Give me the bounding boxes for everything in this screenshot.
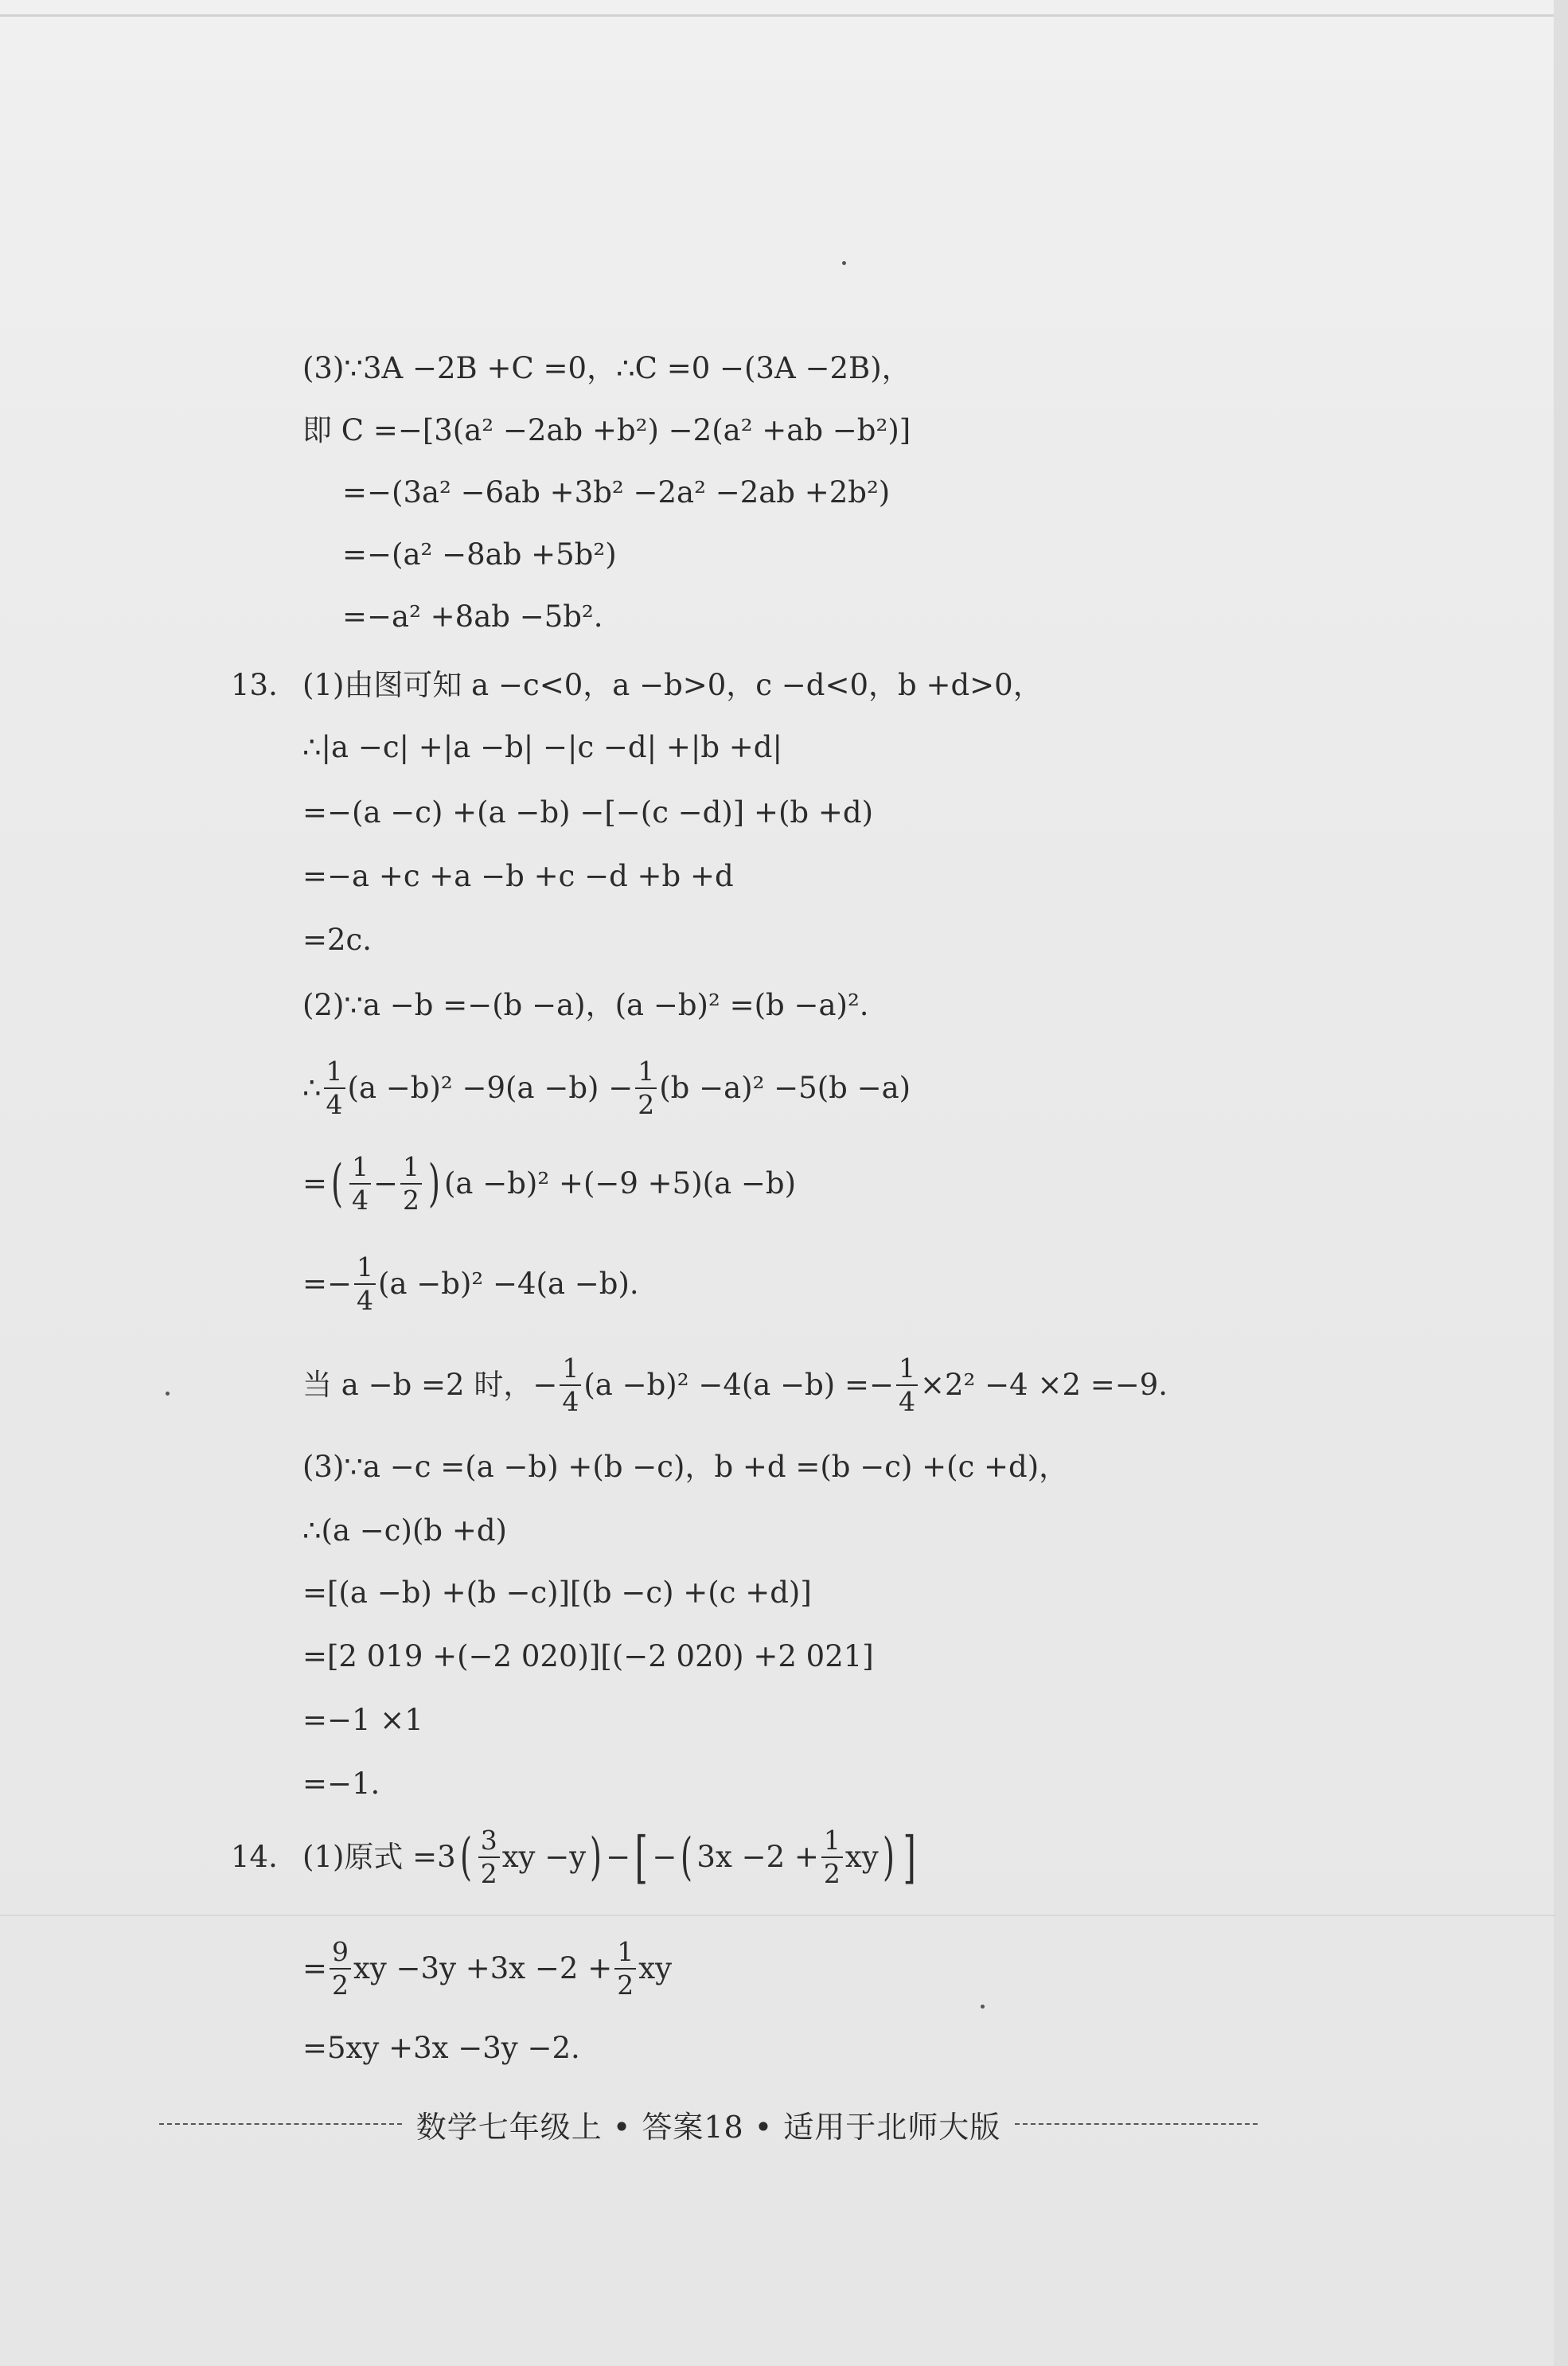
q13-line-12: ∴(a −c)(b +d) xyxy=(302,1513,507,1548)
p12-3-line-2: 即 C =−[3(a² −2ab +b²) −2(a² +ab −b²)] xyxy=(302,413,911,447)
fraction: $\frac{1}{4}$ xyxy=(349,1151,371,1216)
fraction: $\frac{1}{2}$ xyxy=(614,1936,636,2001)
footer-dashed-rule-right xyxy=(1015,2123,1258,2125)
q13-line-11: (3)∵a −c =(a −b) +(b −c)，b +d =(b −c) +(c +d)， xyxy=(302,1450,1069,1484)
q13-line-13: =[(a −b) +(b −c)][(b −c) +(c +d)] xyxy=(302,1575,812,1610)
fraction: $\frac{3}{2}$ xyxy=(478,1825,500,1890)
page-right-edge xyxy=(1554,0,1568,2366)
page-top-edge xyxy=(0,14,1554,17)
p12-3-line-1: (3)∵3A −2B +C =0，∴C =0 −(3A −2B)， xyxy=(302,351,911,385)
fraction: $\frac{1}{4}$ xyxy=(560,1353,581,1418)
q14-line-2: = $\frac{9}{2}$ xy −3y +3x −2 + $\frac{1}{2}$ xy xyxy=(302,1936,673,2001)
p12-3-line-3: =−(3a² −6ab +3b² −2a² −2ab +2b²) xyxy=(342,475,891,510)
q13-line-8: = ( $\frac{1}{4}$ − $\frac{1}{2}$ ) (a −b)² +(−9 +5)(a −b) xyxy=(302,1151,797,1216)
q13-line-5: =2c. xyxy=(302,923,372,957)
q13-line-1: (1)由图可知 a −c<0，a −b>0，c −d<0，b +d>0， xyxy=(302,668,1043,702)
q13-line-2: ∴|a −c| +|a −b| −|c −d| +|b +d| xyxy=(302,730,782,764)
fraction: $\frac{1}{2}$ xyxy=(400,1151,422,1216)
q14-line-3: =5xy +3x −3y −2. xyxy=(302,2031,580,2065)
fraction: $\frac{1}{2}$ xyxy=(635,1056,657,1121)
footer-text: 数学七年级上 • 答案18 • 适用于北师大版 xyxy=(415,2109,1001,2145)
q13-line-14: =[2 019 +(−2 020)][(−2 020) +2 021] xyxy=(302,1639,874,1673)
q13-line-6: (2)∵a −b =−(b −a)，(a −b)² =(b −a)². xyxy=(302,988,869,1022)
q14-line-1: (1)原式 =3 ( $\frac{3}{2}$ xy −y ) − [ − ( 3x −2 + $\frac{1}{2}$ xy ) ] xyxy=(302,1825,916,1890)
fraction: $\frac{9}{2}$ xyxy=(330,1936,351,2001)
fraction: $\frac{1}{4}$ xyxy=(354,1251,376,1317)
speck xyxy=(981,2005,985,2009)
q13-line-16: =−1. xyxy=(302,1767,380,1801)
page-fold-line xyxy=(0,1915,1556,1916)
q13-line-4: =−a +c +a −b +c −d +b +d xyxy=(302,859,734,893)
p12-3-line-4: =−(a² −8ab +5b²) xyxy=(342,537,617,572)
fraction: $\frac{1}{4}$ xyxy=(324,1056,345,1121)
question-14-number: 14. xyxy=(231,1840,278,1874)
q13-line-3: =−(a −c) +(a −b) −[−(c −d)] +(b +d) xyxy=(302,795,874,830)
question-13-number: 13. xyxy=(231,668,278,702)
p12-3-line-5: =−a² +8ab −5b². xyxy=(342,599,603,634)
speck xyxy=(842,261,846,265)
q13-line-10: 当 a −b =2 时，− $\frac{1}{4}$ (a −b)² −4(a −b) =− $\frac{1}{4}$ ×2² −4 ×2 =−9. xyxy=(302,1353,1168,1417)
q13-line-7: ∴ $\frac{1}{4}$ (a −b)² −9(a −b) − $\frac{1}{2}$ (b −a)² −5(b −a) xyxy=(302,1056,911,1120)
footer-dashed-rule-left xyxy=(159,2123,402,2125)
fraction: $\frac{1}{2}$ xyxy=(821,1825,843,1890)
fraction: $\frac{1}{4}$ xyxy=(896,1353,918,1418)
q13-line-9: =− $\frac{1}{4}$ (a −b)² −4(a −b). xyxy=(302,1251,639,1316)
q13-line-15: =−1 ×1 xyxy=(302,1703,423,1737)
speck xyxy=(166,1392,170,1396)
page-footer xyxy=(159,2100,1258,2148)
